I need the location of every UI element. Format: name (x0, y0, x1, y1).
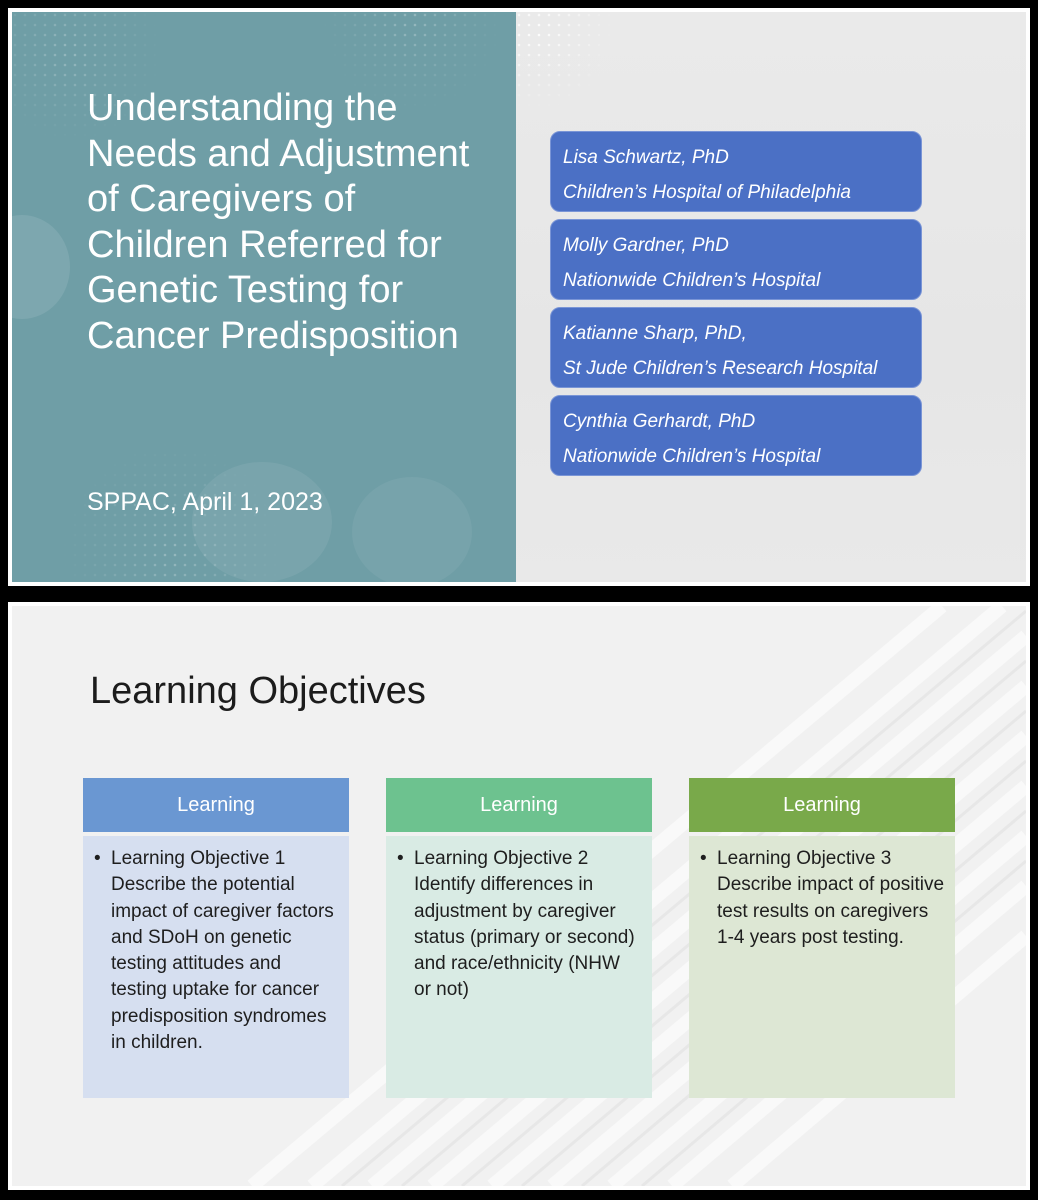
objective-header: Learning (386, 778, 652, 832)
presentation-subtitle: SPPAC, April 1, 2023 (87, 488, 323, 516)
objective-text: Learning Objective 1 Describe the potential impact of caregiver factors and SDoH on genetic testing attitudes and testing uptake for cancer predisposition syndromes in children. (111, 848, 334, 1054)
author-card (550, 307, 922, 388)
objective-body (83, 836, 349, 1098)
objective-card (689, 778, 955, 1098)
author-affiliation: Children’s Hospital of Philadelphia (563, 182, 851, 203)
objective-card (386, 778, 652, 1098)
bullet: • (397, 848, 404, 869)
bullet: • (94, 848, 101, 869)
objective-body (386, 836, 652, 1098)
author-affiliation: Nationwide Children’s Hospital (563, 446, 821, 467)
objective-header: Learning (689, 778, 955, 832)
objective-header: Learning (83, 778, 349, 832)
author-affiliation: Nationwide Children’s Hospital (563, 270, 821, 291)
objectives-slide (8, 602, 1030, 1190)
author-card (550, 219, 922, 300)
slide-title: Learning Objectives (90, 670, 426, 712)
author-card (550, 395, 922, 476)
author-name: Molly Gardner, PhD (563, 235, 729, 256)
title-panel (12, 12, 516, 582)
objective-card (83, 778, 349, 1098)
objective-text: Learning Objective 3 Describe impact of positive test results on caregivers 1-4 years post testing. (717, 848, 945, 948)
bullet: • (700, 848, 707, 869)
author-name: Cynthia Gerhardt, PhD (563, 411, 756, 432)
author-name: Lisa Schwartz, PhD (563, 147, 729, 168)
author-name: Katianne Sharp, PhD, (563, 323, 747, 344)
title-slide (8, 8, 1030, 586)
objective-text: Learning Objective 2 Identify differences in adjustment by caregiver status (primary or second) and race/ethnicity (NHW or not) (414, 848, 635, 1001)
author-affiliation: St Jude Children’s Research Hospital (563, 358, 878, 379)
author-card (550, 131, 922, 212)
author-list (550, 131, 922, 483)
presentation-title: Understanding the Needs and Adjustment of Caregivers of Children Referred for Genetic Testing for Cancer Predisposition (87, 87, 470, 357)
objective-body (689, 836, 955, 1098)
